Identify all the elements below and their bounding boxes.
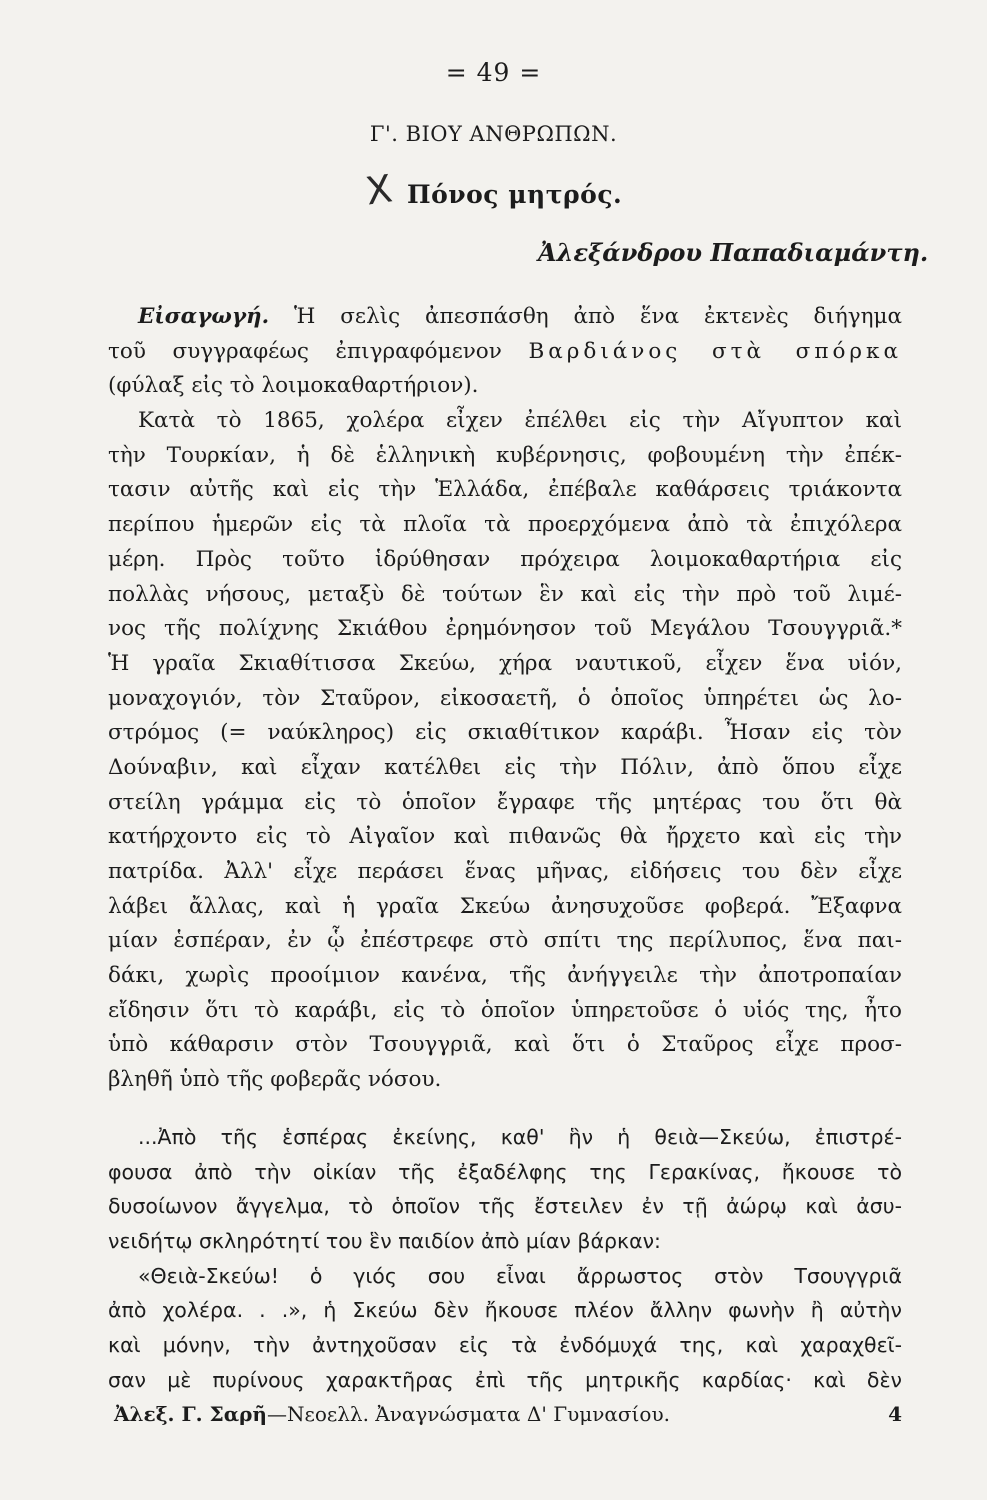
paragraph-line: πατρίδα. Ἀλλ' εἶχε περάσει ἕνας μῆνας, εἰδήσεις του δὲν εἶχε xyxy=(108,859,902,884)
paragraph-line: εἴδησιν ὅτι τὸ καράβι, εἰς τὸ ὁποῖον ὑπηρετοῦσε ὁ υἱός της, ἦτο xyxy=(108,997,902,1023)
paragraph-line: κατήρχοντο εἰς τὸ Αἰγαῖον καὶ πιθανῶς θὰ ἤρχετο καὶ εἰς τὴν xyxy=(108,824,902,850)
intro-text: τοῦ συγγραφέως ἐπιγραφόμενον xyxy=(108,338,502,364)
excerpt-line: καὶ μόνην, τὴν ἀντηχοῦσαν εἰς τὰ ἐνδόμυχά της, καὶ χαραχθεῖ- xyxy=(108,1332,902,1357)
paragraph-line: Ἡ γραῖα Σκιαθίτισσα Σκεύω, χήρα ναυτικοῦ, εἶχεν ἕνα υἱόν, xyxy=(108,650,902,676)
intro-text: Ἡ σελὶς ἀπεσπάσθη ἀπὸ ἕνα ἐκτενὲς διήγημα xyxy=(294,304,902,329)
paragraph-line: δάκι, χωρὶς προοίμιον κανένα, τῆς ἀνήγγειλε τὴν ἀποτροπαίαν xyxy=(108,963,902,989)
paragraph-line: Δούναβιν, καὶ εἶχαν κατέλθει εἰς τὴν Πόλιν, ἀπὸ ὅπου εἶχε xyxy=(108,754,902,780)
paragraph-line: τὴν Τουρκίαν, ἡ δὲ ἑλληνικὴ κυβέρνησις, φοβουμένη τὴν ἐπέκ- xyxy=(108,442,902,468)
page-number: = 49 = xyxy=(445,58,542,87)
intro-line-1 xyxy=(108,300,902,335)
page-footer xyxy=(108,1402,902,1426)
footer-author: Ἀλεξ. Γ. Σαρῆ xyxy=(114,1402,267,1426)
intro-line-3: (φύλαξ εἰς τὸ λοιμοκαθαρτήριον). xyxy=(108,373,479,399)
paragraph-line: πολλὰς νήσους, μεταξὺ δὲ τούτων ἓν καὶ εἰς τὴν πρὸ τοῦ λιμέ- xyxy=(108,581,902,607)
signature-number: 4 xyxy=(888,1402,902,1426)
excerpt-line: νειδήτῳ σκληρότητί του ἓν παιδίον ἀπὸ μίαν βάρκαν: xyxy=(108,1228,661,1253)
footer-citation xyxy=(108,1402,670,1426)
paragraph-line: στρόμος (= ναύκληρος) εἰς σκιαθίτικον καράβι. Ἦσαν εἰς τὸν xyxy=(108,720,902,746)
story-title: Πόνος μητρός. xyxy=(407,180,623,209)
paragraph-line: μοναχογιόν, τὸν Σταῦρον, εἰκοσαετῆ, ὁ ὁποῖος ὑπηρέτει ὡς λο- xyxy=(108,685,902,711)
intro-line-2 xyxy=(108,335,902,370)
paragraph-line: ὑπὸ κάθαρσιν στὸν Τσουγγριᾶ, καὶ ὅτι ὁ Σταῦρος εἶχε προσ- xyxy=(108,1032,902,1058)
excerpt-line: σαν μὲ πυρίνους χαρακτῆρας ἐπὶ τῆς μητρικῆς καρδίας· καὶ δὲν xyxy=(108,1367,902,1392)
footer-book: —Νεοελλ. Ἀναγνώσματα Δ' Γυμνασίου. xyxy=(266,1402,670,1426)
paragraph-line: βληθῆ ὑπὸ τῆς φοβερᾶς νόσου. xyxy=(108,1067,442,1093)
paragraph-line: στείλη γράμμα εἰς τὸ ὁποῖον ἔγραφε τῆς μητέρας του ὅτι θὰ xyxy=(108,789,902,815)
paragraph-line: λάβει ἄλλας, καὶ ἡ γραῖα Σκεύω ἀνησυχοῦσε φοβερά. Ἔξαφνα xyxy=(108,893,902,919)
excerpt-line: φουσα ἀπὸ τὴν οἰκίαν τῆς ἐξαδέλφης της Γερακίνας, ἤκουσε τὸ xyxy=(108,1159,902,1184)
intro-spaced-title: Βαρδιάνος στὰ σπόρκα xyxy=(528,338,902,364)
excerpt-line: ἀπὸ χολέρα. . .», ἡ Σκεύω δὲν ἤκουσε πλέον ἄλλην φωνὴν ἢ αὐτὴν xyxy=(108,1298,902,1323)
handwritten-x-mark: X xyxy=(363,166,395,214)
section-heading: Γ'. ΒΙΟΥ ΑΝΘΡΩΠΩΝ. xyxy=(369,122,618,146)
paragraph-line: περίπου ἡμερῶν εἰς τὰ πλοῖα τὰ προερχόμενα ἀπὸ τὰ ἐπιχόλερα xyxy=(108,512,902,538)
story-author: Ἀλεξάνδρου Παπαδιαμάντη. xyxy=(538,238,929,267)
excerpt-line: ...Ἀπὸ τῆς ἑσπέρας ἐκείνης, καθ' ἣν ἡ θειὰ—Σκεύω, ἐπιστρέ- xyxy=(138,1124,902,1149)
intro-lead: Εἰσαγωγή. xyxy=(138,304,270,329)
paragraph-line: μέρη. Πρὸς τοῦτο ἱδρύθησαν πρόχειρα λοιμοκαθαρτήρια εἰς xyxy=(108,546,902,572)
paragraph-line: μίαν ἑσπέραν, ἐν ᾧ ἐπέστρεφε στὸ σπίτι της περίλυπος, ἕνα παι- xyxy=(108,928,902,954)
paragraph-line: τασιν αὐτῆς καὶ εἰς τὴν Ἑλλάδα, ἐπέβαλε καθάρσεις τριάκοντα xyxy=(108,477,902,503)
excerpt-line: δυσοίωνον ἄγγελμα, τὸ ὁποῖον τῆς ἔστειλεν ἐν τῇ ἀώρῳ καὶ ἀσυ- xyxy=(108,1194,902,1219)
body-text xyxy=(108,300,902,1397)
paragraph-line: Κατὰ τὸ 1865, χολέρα εἶχεν ἐπέλθει εἰς τὴν Αἴγυπτον καὶ xyxy=(138,408,902,434)
excerpt-line: «Θειὰ-Σκεύω! ὁ γιός σου εἶναι ἄρρωστος στὸν Τσουγγριᾶ xyxy=(138,1263,902,1288)
paragraph-line: νος τῆς πολίχνης Σκιάθου ἐρημόνησον τοῦ Μεγάλου Τσουγγριᾶ.* xyxy=(108,616,902,642)
